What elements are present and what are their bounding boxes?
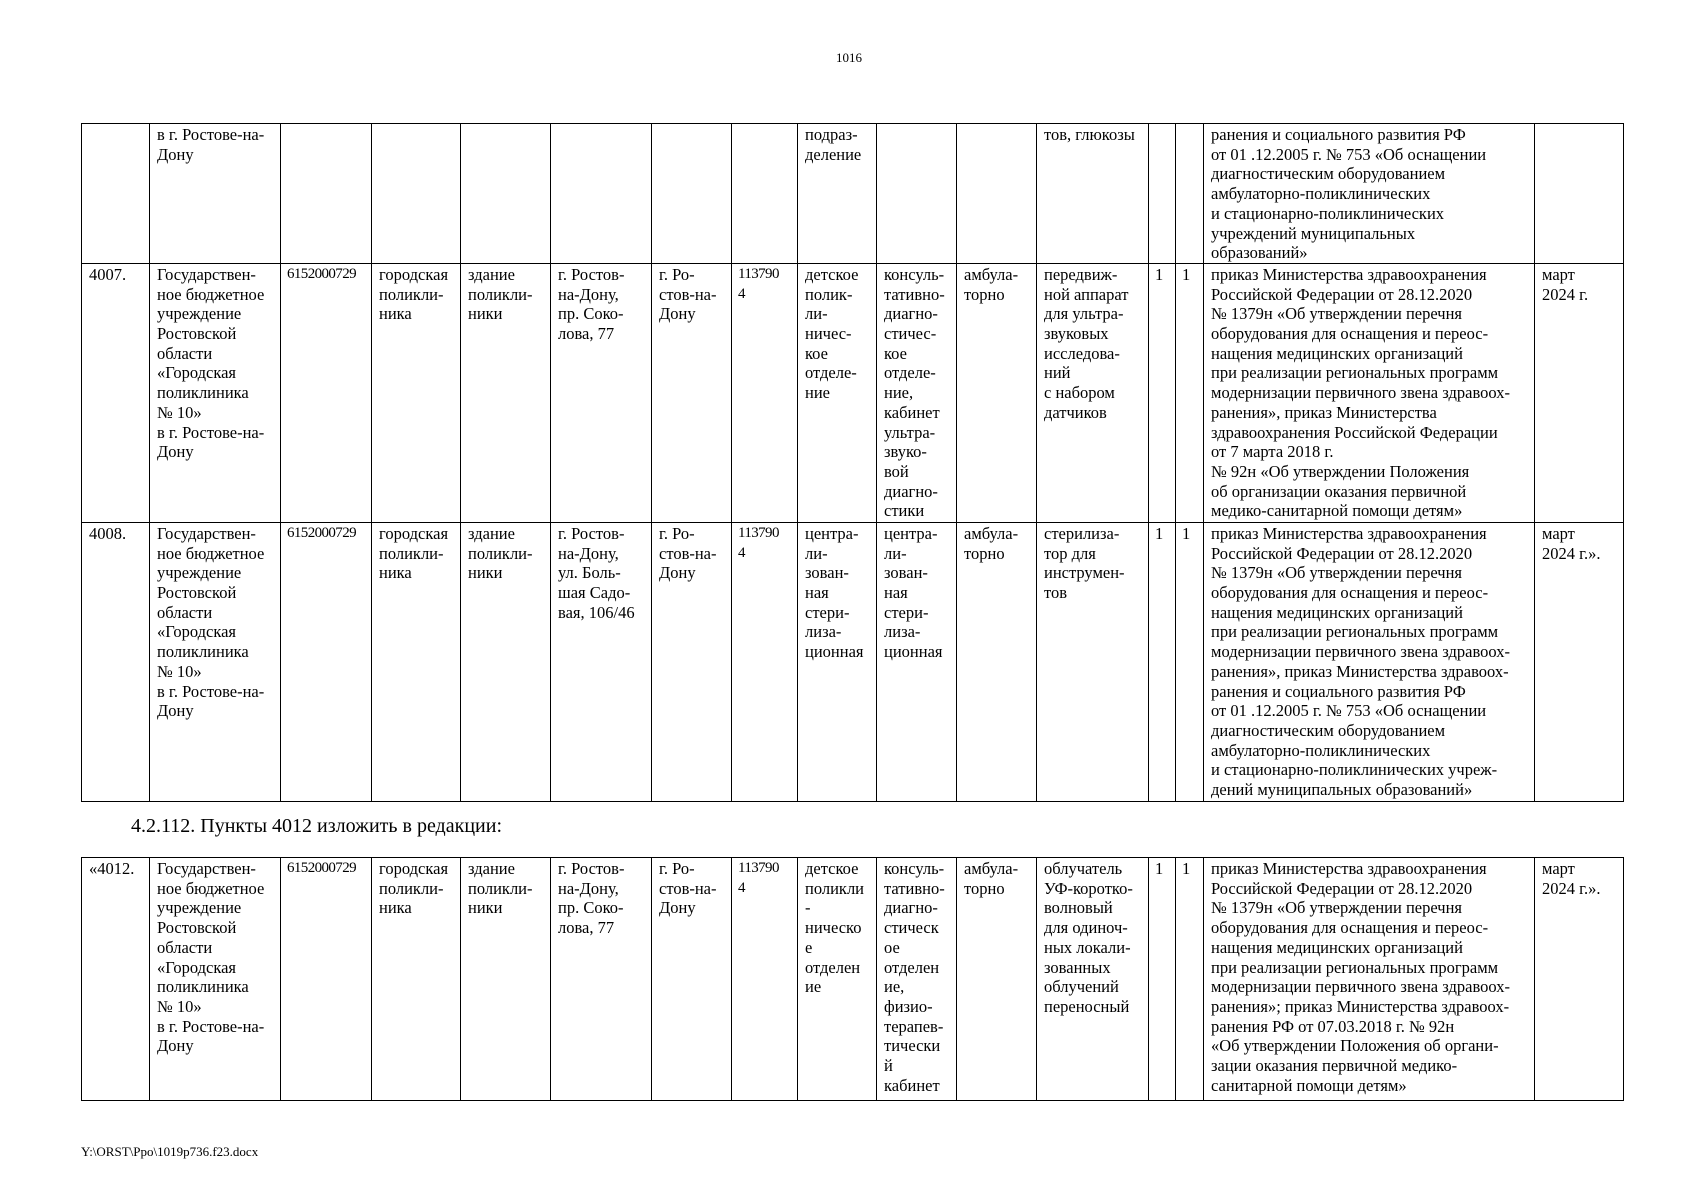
cell-inn: 6152000729 [281, 858, 372, 1101]
cell-deadline: март 2024 г.». [1535, 522, 1624, 801]
cell-category: городская поликли- ника [372, 263, 461, 522]
cell-inn [281, 124, 372, 264]
cell-number: 4008. [82, 522, 150, 801]
registry-table-continued [81, 123, 1624, 802]
cell-category [372, 124, 461, 264]
cell-inn: 6152000729 [281, 263, 372, 522]
cell-institution: в г. Ростове-на- Дону [150, 124, 281, 264]
cell-department: детское полик- ли- ничес- кое отделе- ние [798, 263, 877, 522]
cell-locality [652, 124, 732, 264]
cell-unit: центра- ли- зован- ная стери- лиза- ционная [877, 522, 957, 801]
cell-locality: г. Ро- стов-на- Дону [652, 263, 732, 522]
cell-legal-basis: приказ Министерства здравоохранения Российской Федерации от 28.12.2020 № 1379н «Об утверждении перечня оборудования для оснащения и переос- нащения медицинских организаций при реализации региональных программ модернизации первичного звена здравоох- ранения»; приказ Министерства здравоох- ранения РФ от 07.03.2018 г. № 92н «Об утверждении Положения об органи- зации оказания первичной медико- санитарной помощи детям» [1204, 858, 1535, 1101]
cell-number: 4007. [82, 263, 150, 522]
cell-category: городская поликли- ника [372, 522, 461, 801]
table-row [82, 522, 1624, 801]
cell-building: здание поликли- ники [461, 522, 551, 801]
cell-qty-b: 1 [1176, 263, 1204, 522]
cell-oktmo: 113790 4 [732, 858, 798, 1101]
cell-locality: г. Ро- стов-на- Дону [652, 522, 732, 801]
cell-address: г. Ростов- на-Дону, пр. Соко- лова, 77 [551, 263, 652, 522]
cell-equipment: тов, глюкозы [1037, 124, 1149, 264]
cell-number: «4012. [82, 858, 150, 1101]
cell-deadline [1535, 124, 1624, 264]
cell-building [461, 124, 551, 264]
cell-address: г. Ростов- на-Дону, пр. Соко- лова, 77 [551, 858, 652, 1101]
cell-oktmo: 113790 4 [732, 522, 798, 801]
registry-table-amendment [81, 857, 1624, 1101]
cell-mode: амбула- торно [957, 858, 1037, 1101]
cell-mode: амбула- торно [957, 522, 1037, 801]
footer-file-path: Y:\ORST\Ppo\1019p736.f23.docx [81, 1144, 259, 1159]
cell-qty-a [1149, 124, 1176, 264]
cell-department: центра- ли- зован- ная стери- лиза- ционная [798, 522, 877, 801]
cell-mode: амбула- торно [957, 263, 1037, 522]
cell-inn: 6152000729 [281, 522, 372, 801]
table-row [82, 263, 1624, 522]
cell-unit: консуль- тативно- диагно- стичес- кое отделе- ние, кабинет ультра- звуко- вой диагно- стики [877, 263, 957, 522]
cell-qty-a: 1 [1149, 263, 1176, 522]
cell-building: здание поликли- ники [461, 263, 551, 522]
cell-number [82, 124, 150, 264]
cell-category: городская поликли- ника [372, 858, 461, 1101]
cell-address: г. Ростов- на-Дону, ул. Боль- шая Садо- вая, 106/46 [551, 522, 652, 801]
cell-qty-b: 1 [1176, 522, 1204, 801]
cell-equipment: стерилиза- тор для инструмен- тов [1037, 522, 1149, 801]
cell-building: здание поликли- ники [461, 858, 551, 1101]
cell-qty-b: 1 [1176, 858, 1204, 1101]
cell-deadline: март 2024 г.». [1535, 858, 1624, 1101]
cell-qty-b [1176, 124, 1204, 264]
cell-qty-a: 1 [1149, 522, 1176, 801]
cell-legal-basis: ранения и социального развития РФ от 01 .12.2005 г. № 753 «Об оснащении диагностическим оборудованием амбулаторно-поликлинических и стационарно-поликлинических учреждений муниципальных образований» [1204, 124, 1535, 264]
cell-deadline: март 2024 г. [1535, 263, 1624, 522]
cell-oktmo: 113790 4 [732, 263, 798, 522]
cell-department: подраз- деление [798, 124, 877, 264]
cell-address [551, 124, 652, 264]
cell-equipment: передвиж- ной аппарат для ультра- звуковых исследова- ний с набором датчиков [1037, 263, 1149, 522]
page-number: 1016 [836, 50, 862, 65]
cell-institution: Государствен- ное бюджетное учреждение Ростовской области «Городская поликлиника № 10» в г. Ростове-на- Дону [150, 263, 281, 522]
cell-institution: Государствен- ное бюджетное учреждение Ростовской области «Городская поликлиника № 10» в г. Ростове-на- Дону [150, 522, 281, 801]
cell-qty-a: 1 [1149, 858, 1176, 1101]
cell-department: детское поликли - ническо е отделен ие [798, 858, 877, 1101]
cell-legal-basis: приказ Министерства здравоохранения Российской Федерации от 28.12.2020 № 1379н «Об утверждении перечня оборудования для оснащения и переос- нащения медицинских организаций при реализации региональных программ модернизации первичного звена здравоох- ранения», приказ Министерства здравоох- ранения и социального развития РФ от 01 .12.2005 г. № 753 «Об оснащении диагностическим оборудованием амбулаторно-поликлинических и стационарно-поликлинических учреж- дений муниципальных образований» [1204, 522, 1535, 801]
cell-unit [877, 124, 957, 264]
table-row [82, 858, 1624, 1101]
cell-locality: г. Ро- стов-на- Дону [652, 858, 732, 1101]
cell-oktmo [732, 124, 798, 264]
cell-equipment: облучатель УФ-коротко- волновый для одиноч- ных локали- зованных облучений переносный [1037, 858, 1149, 1101]
cell-legal-basis: приказ Министерства здравоохранения Российской Федерации от 28.12.2020 № 1379н «Об утверждении перечня оборудования для оснащения и переос- нащения медицинских организаций при реализации региональных программ модернизации первичного звена здравоох- ранения», приказ Министерства здравоохранения Российской Федерации от 7 марта 2018 г. № 92н «Об утверждении Положения об организации оказания первичной медико-санитарной помощи детям» [1204, 263, 1535, 522]
amendment-text: 4.2.112. Пункты 4012 изложить в редакции: [131, 815, 502, 837]
cell-unit: консуль- тативно- диагно- стическ ое отделен ие, физио- терапев- тически й кабинет [877, 858, 957, 1101]
cell-institution: Государствен- ное бюджетное учреждение Ростовской области «Городская поликлиника № 10» в г. Ростове-на- Дону [150, 858, 281, 1101]
cell-mode [957, 124, 1037, 264]
table-row [82, 124, 1624, 264]
